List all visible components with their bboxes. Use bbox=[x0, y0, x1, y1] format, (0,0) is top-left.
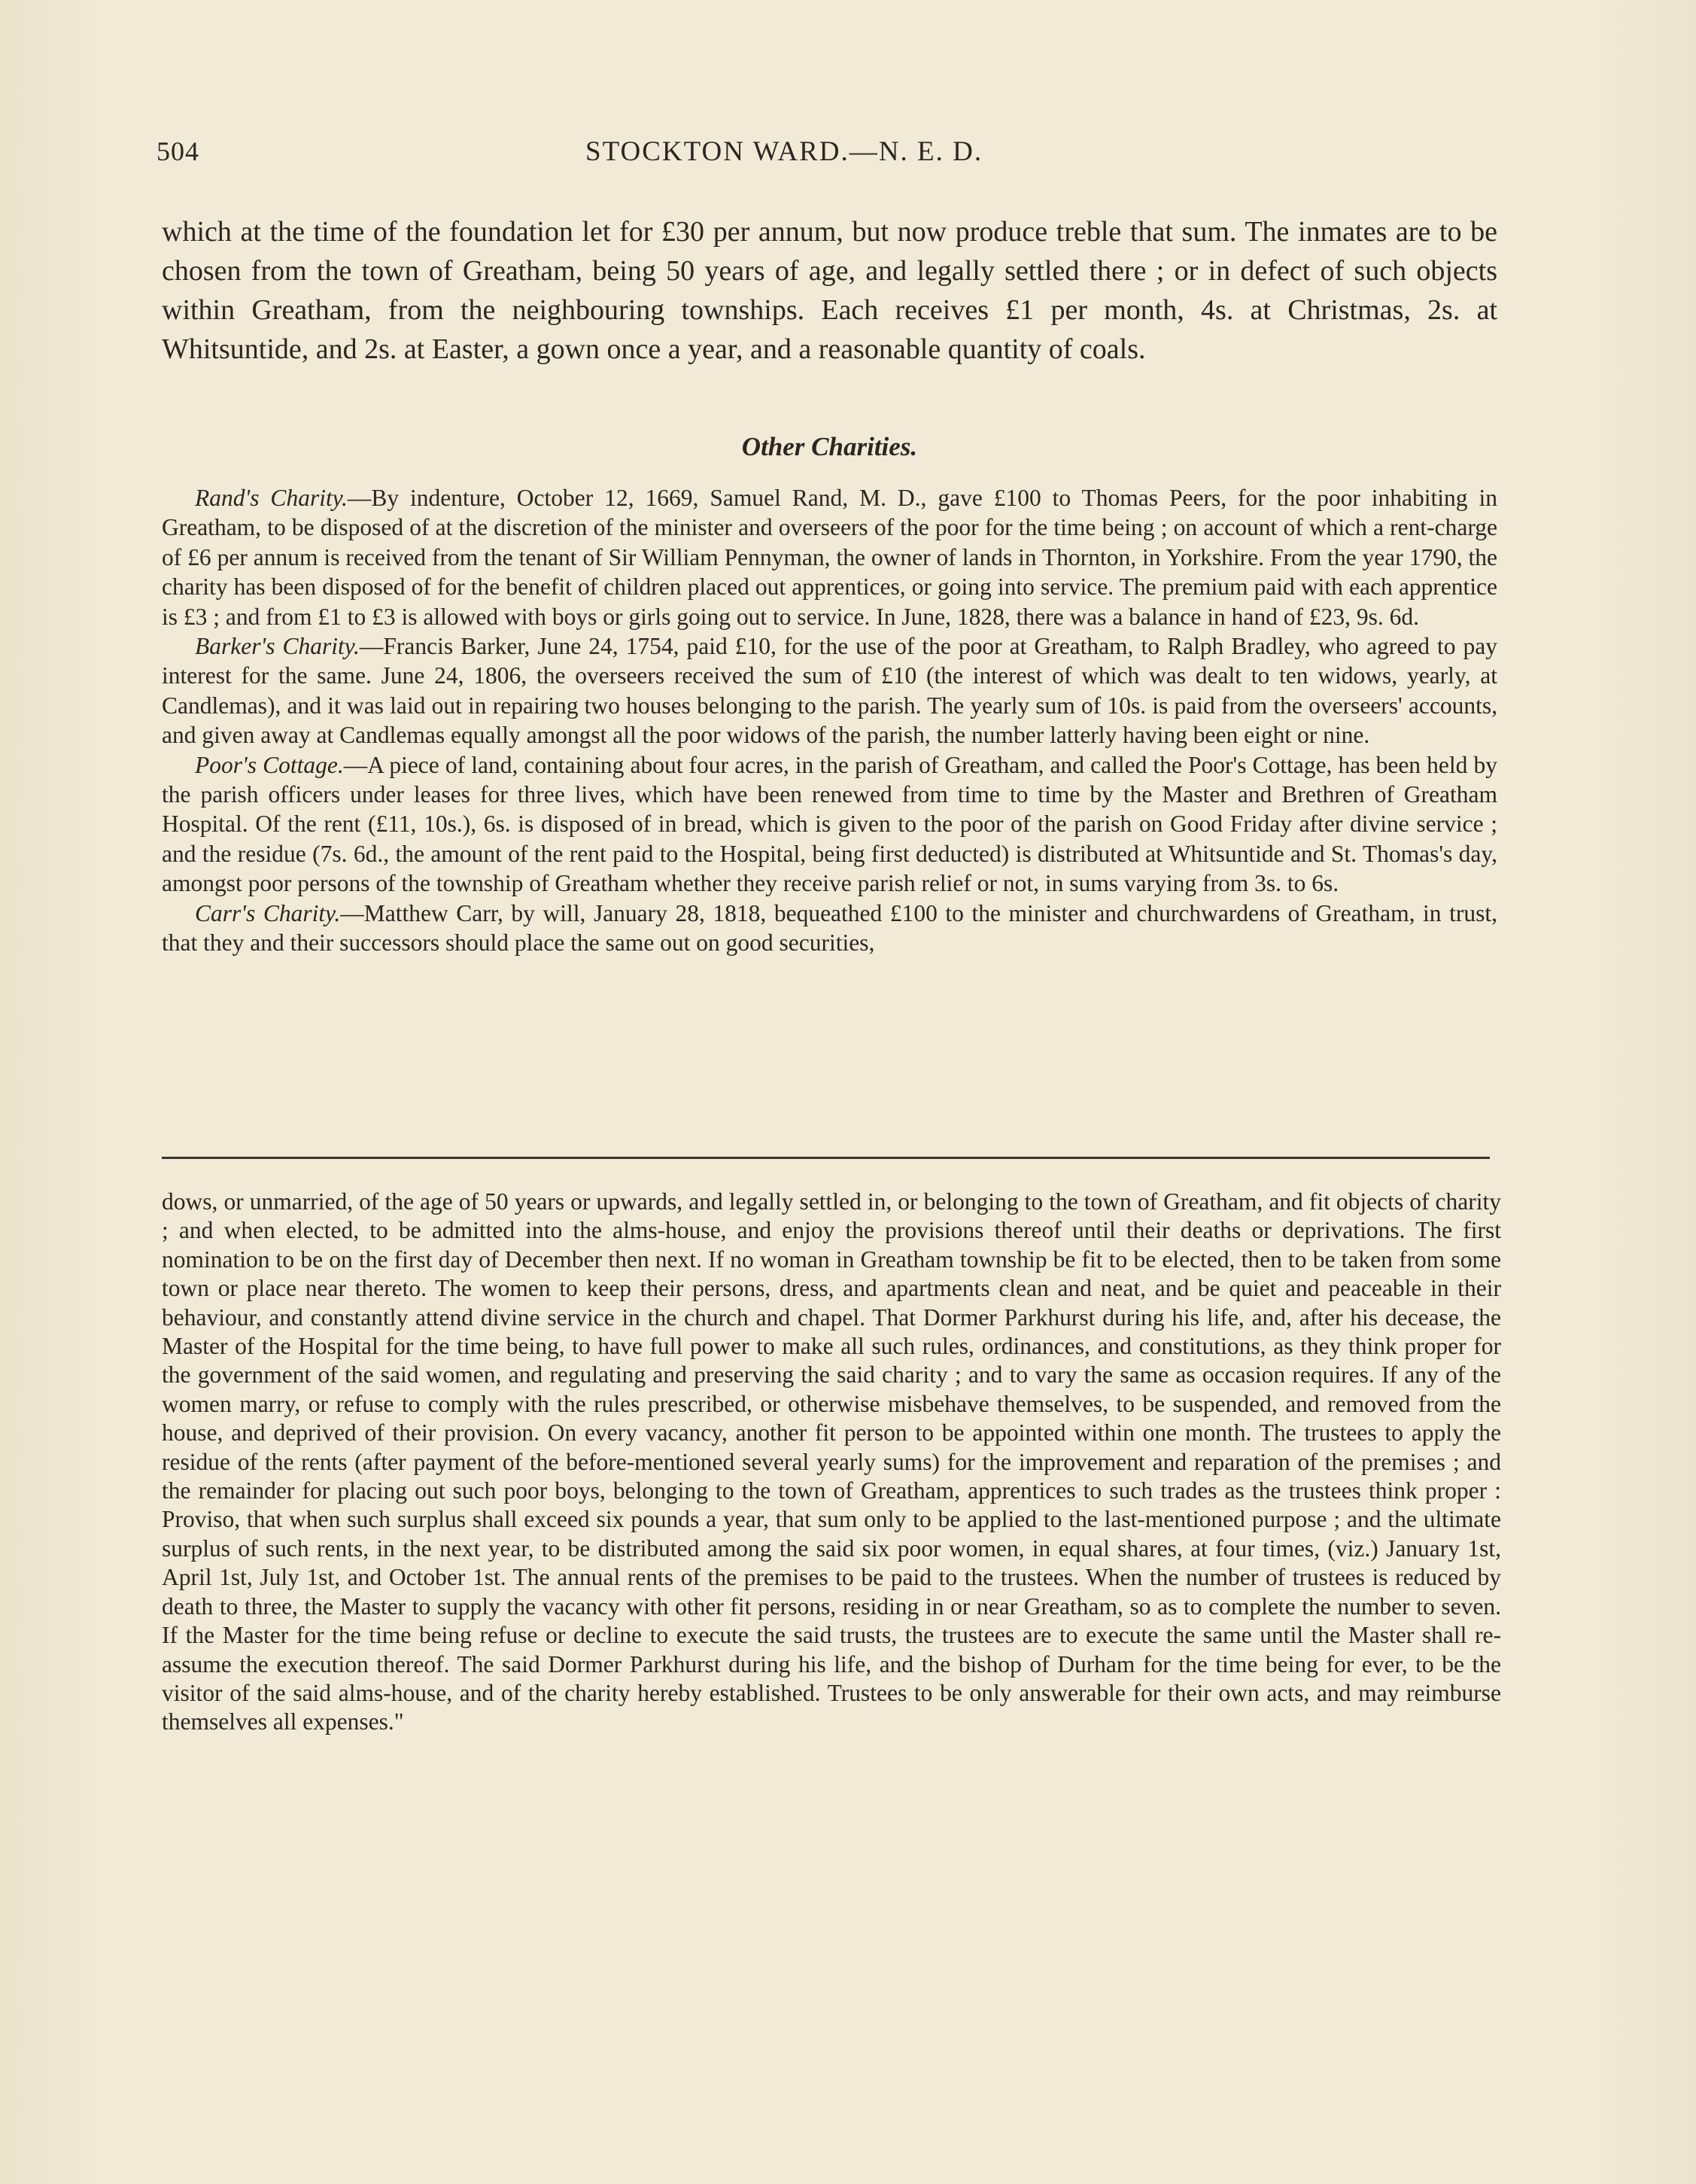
charity-text: —Francis Barker, June 24, 1754, paid £10, for the use of the poor at Greatham, to Ralph Bradley, who agreed to pay interest for the same. June 24, 1806, the overseers received the sum of £10 (the interest of which was dealt to ten widows, yearly, at Candlemas), and it was laid out in repairing two houses belonging to the parish. The yearly sum of 10s. is paid from the overseers' accounts, and given away at Candlemas equally amongst all the poor widows of the parish, the number latterly having been eight or nine. bbox=[162, 633, 1497, 749]
charity-text: —Matthew Carr, by will, January 28, 1818, bequeathed £100 to the minister and churchwardens of Greatham, in trust, that they and their successors should place the same out on good securities, bbox=[162, 899, 1497, 957]
charity-name: Poor's Cottage. bbox=[195, 751, 344, 778]
intro-paragraph: which at the time of the foundation let for £30 per annum, but now produce treble that sum. The inmates are to be chosen from the town of Greatham, being 50 years of age, and legally settled there ; or in defect of such objects within Greatham, from the neighbouring townships. Each receives £1 per month, 4s. at Christmas, 2s. at Whitsuntide, and 2s. at Easter, a gown once a year, and a reasonable quantity of coals. bbox=[162, 216, 1497, 365]
charities-list bbox=[162, 483, 1497, 958]
charity-paragraph bbox=[162, 631, 1497, 750]
charity-name: Carr's Charity. bbox=[195, 899, 341, 926]
main-text bbox=[162, 212, 1497, 957]
running-title: STOCKTON WARD.—N. E. D. bbox=[585, 136, 983, 167]
footnote-divider bbox=[162, 1157, 1490, 1159]
charity-paragraph bbox=[162, 750, 1497, 899]
charity-text: —By indenture, October 12, 1669, Samuel Rand, M. D., gave £100 to Thomas Peers, for the poor inhabiting in Greatham, to be disposed of at the discretion of the minister and overseers of the poor for the time being ; on account of which a rent-charge of £6 per annum is received from the tenant of Sir William Pennyman, the owner of lands in Thornton, in Yorkshire. From the year 1790, the charity has been disposed of for the benefit of children placed out apprentices, or going into service. The premium paid with each apprentice is £3 ; and from £1 to £3 is allowed with boys or girls going out to service. In June, 1828, there was a balance in hand of £23, 9s. 6d. bbox=[162, 485, 1497, 630]
charity-paragraph bbox=[162, 483, 1497, 631]
charity-paragraph bbox=[162, 899, 1497, 958]
footnote-text: dows, or unmarried, of the age of 50 years or upwards, and legally settled in, or belonging to the town of Greatham, and fit objects of charity ; and when elected, to be admitted into the alms-house, and enjoy the provisions thereof until their deaths or deprivations. The first nomination to be on the first day of December then next. If no woman in Greatham township be fit to be elected, then to be taken from some town or place near thereto. The women to keep their persons, dress, and apartments clean and neat, and be quiet and peaceable in their behaviour, and constantly attend divine service in the church and chapel. That Dormer Parkhurst during his life, and, after his decease, the Master of the Hospital for the time being, to have full power to make all such rules, ordinances, and constitutions, as they think proper for the government of the said women, and regulating and preserving the said charity ; and to vary the same as occasion requires. If any of the women marry, or refuse to comply with the rules prescribed, or otherwise misbehave themselves, to be suspended, and removed from the house, and deprived of their provision. On every vacancy, another fit person to be appointed within one month. The trustees to apply the residue of the rents (after payment of the before-mentioned several yearly sums) for the improvement and reparation of the premises ; and the remainder for placing out such poor boys, belonging to the town of Greatham, apprentices to such trades as the trustees think proper : Proviso, that when such surplus shall exceed six pounds a year, that sum only to be applied to the last-mentioned purpose ; and the ultimate surplus of such rents, in the next year, to be distributed among the said six poor women, in equal shares, at four times, (viz.) January 1st, April 1st, July 1st, and October 1st. The annual rents of the premises to be paid to the trustees. When the number of trustees is reduced by death to three, the Master to supply the vacancy with other fit persons, residing in or near Greatham, so as to complete the number to seven. If the Master for the time being refuse or decline to execute the said trusts, the trustees are to execute the same until the Master shall re-assume the execution thereof. The said Dormer Parkhurst during his life, and the bishop of Durham for the time being for ever, to be the visitor of the said alms-house, and of the charity hereby established. Trustees to be only answerable for their own acts, and may reimburse themselves all expenses." bbox=[162, 1188, 1501, 1735]
page-number: 504 bbox=[157, 136, 199, 166]
charity-name: Rand's Charity. bbox=[195, 485, 348, 511]
section-heading: Other Charities. bbox=[741, 432, 918, 461]
charity-text: —A piece of land, containing about four acres, in the parish of Greatham, and called the Poor's Cottage, has been held by the parish officers under leases for three lives, which have been renewed from time to time by the Master and Brethren of Greatham Hospital. Of the rent (£11, 10s.), 6s. is disposed of in bread, which is given to the poor of the parish on Good Friday after divine service ; and the residue (7s. 6d., the amount of the rent paid to the Hospital, being first deducted) is distributed at Whitsuntide and St. Thomas's day, amongst poor persons of the township of Greatham whether they receive parish relief or not, in sums varying from 3s. to 6s. bbox=[162, 751, 1497, 897]
charity-name: Barker's Charity. bbox=[195, 633, 360, 660]
page-header bbox=[157, 135, 1481, 188]
